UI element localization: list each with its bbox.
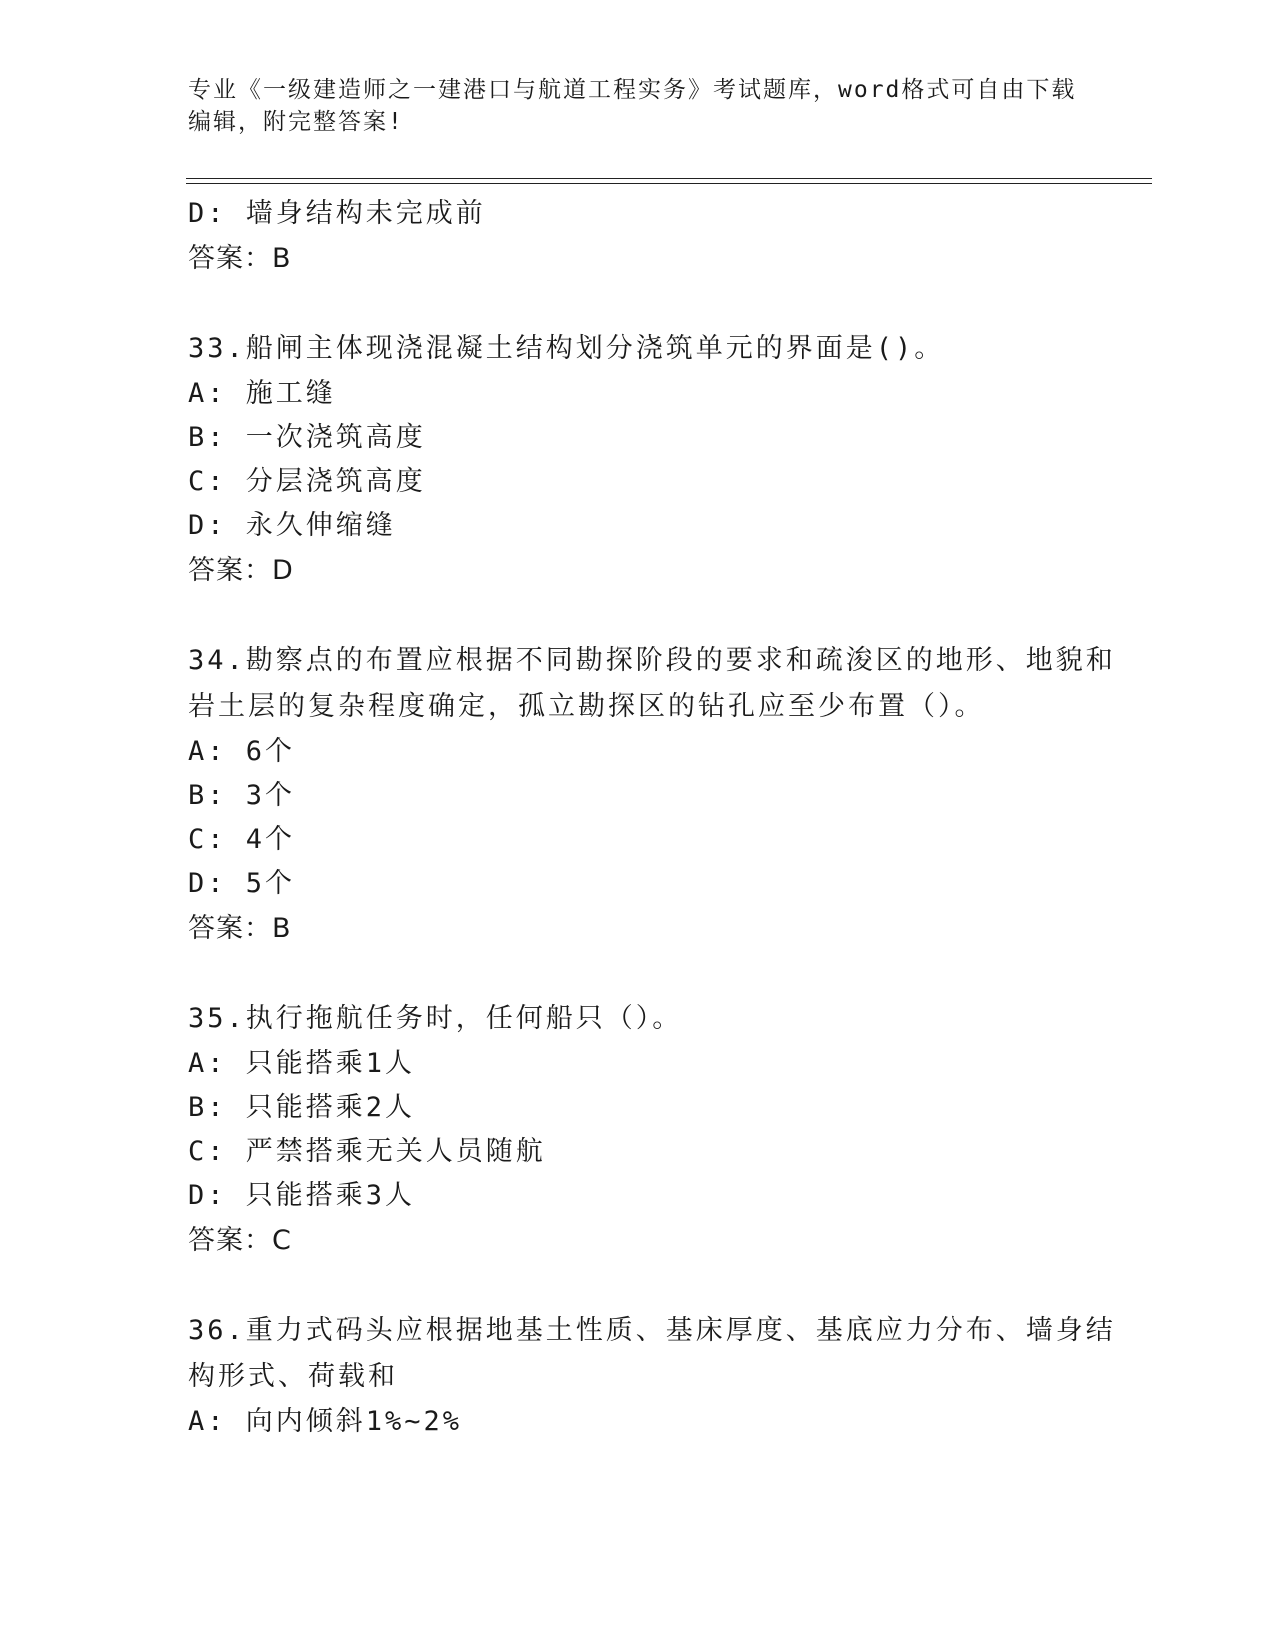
- option-d: D: 永久伸缩缝: [188, 510, 396, 541]
- header-line-1: 专业《一级建造师之一建港口与航道工程实务》考试题库，word格式可自由下载: [188, 77, 1077, 103]
- answer-line: 答案：D: [188, 555, 294, 586]
- question-33: [188, 326, 1088, 594]
- question-stem-continued: 岩土层的复杂程度确定，孤立勘探区的钻孔应至少布置（）。: [188, 691, 985, 722]
- question-stem-continued: 构形式、荷载和: [188, 1361, 398, 1392]
- question-stem: 36.重力式码头应根据地基土性质、基床厚度、基底应力分布、墙身结: [188, 1315, 1116, 1346]
- option-a: A: 6个: [188, 736, 296, 767]
- option-c: C: 分层浇筑高度: [188, 466, 426, 497]
- option-d: D: 只能搭乘3人: [188, 1180, 416, 1211]
- page-header: [188, 74, 1088, 138]
- question-stem: 34.勘察点的布置应根据不同勘探阶段的要求和疏浚区的地形、地貌和: [188, 645, 1116, 676]
- option-d: D: 5个: [188, 868, 296, 899]
- option-b: B: 只能搭乘2人: [188, 1092, 416, 1123]
- option-d: D: 墙身结构未完成前: [188, 198, 486, 229]
- question-34: [188, 638, 1116, 952]
- header-divider: [186, 178, 1152, 184]
- question-content: [188, 192, 1116, 1444]
- question-36: [188, 1308, 1116, 1444]
- question-35: [188, 996, 1088, 1264]
- header-line-2: 编辑，附完整答案!: [188, 109, 404, 135]
- option-a: A: 向内倾斜1%~2%: [188, 1406, 463, 1437]
- question-stem: 35.执行拖航任务时，任何船只（）。: [188, 1003, 683, 1034]
- answer-line: 答案：B: [188, 913, 292, 944]
- answer-line: 答案：B: [188, 243, 292, 274]
- option-b: B: 3个: [188, 780, 296, 811]
- question-stem: 33.船闸主体现浇混凝土结构划分浇筑单元的界面是()。: [188, 333, 945, 364]
- option-c: C: 严禁搭乘无关人员随航: [188, 1136, 546, 1167]
- option-c: C: 4个: [188, 824, 296, 855]
- option-b: B: 一次浇筑高度: [188, 422, 426, 453]
- option-a: A: 施工缝: [188, 378, 336, 409]
- answer-line: 答案：C: [188, 1225, 292, 1256]
- option-a: A: 只能搭乘1人: [188, 1048, 416, 1079]
